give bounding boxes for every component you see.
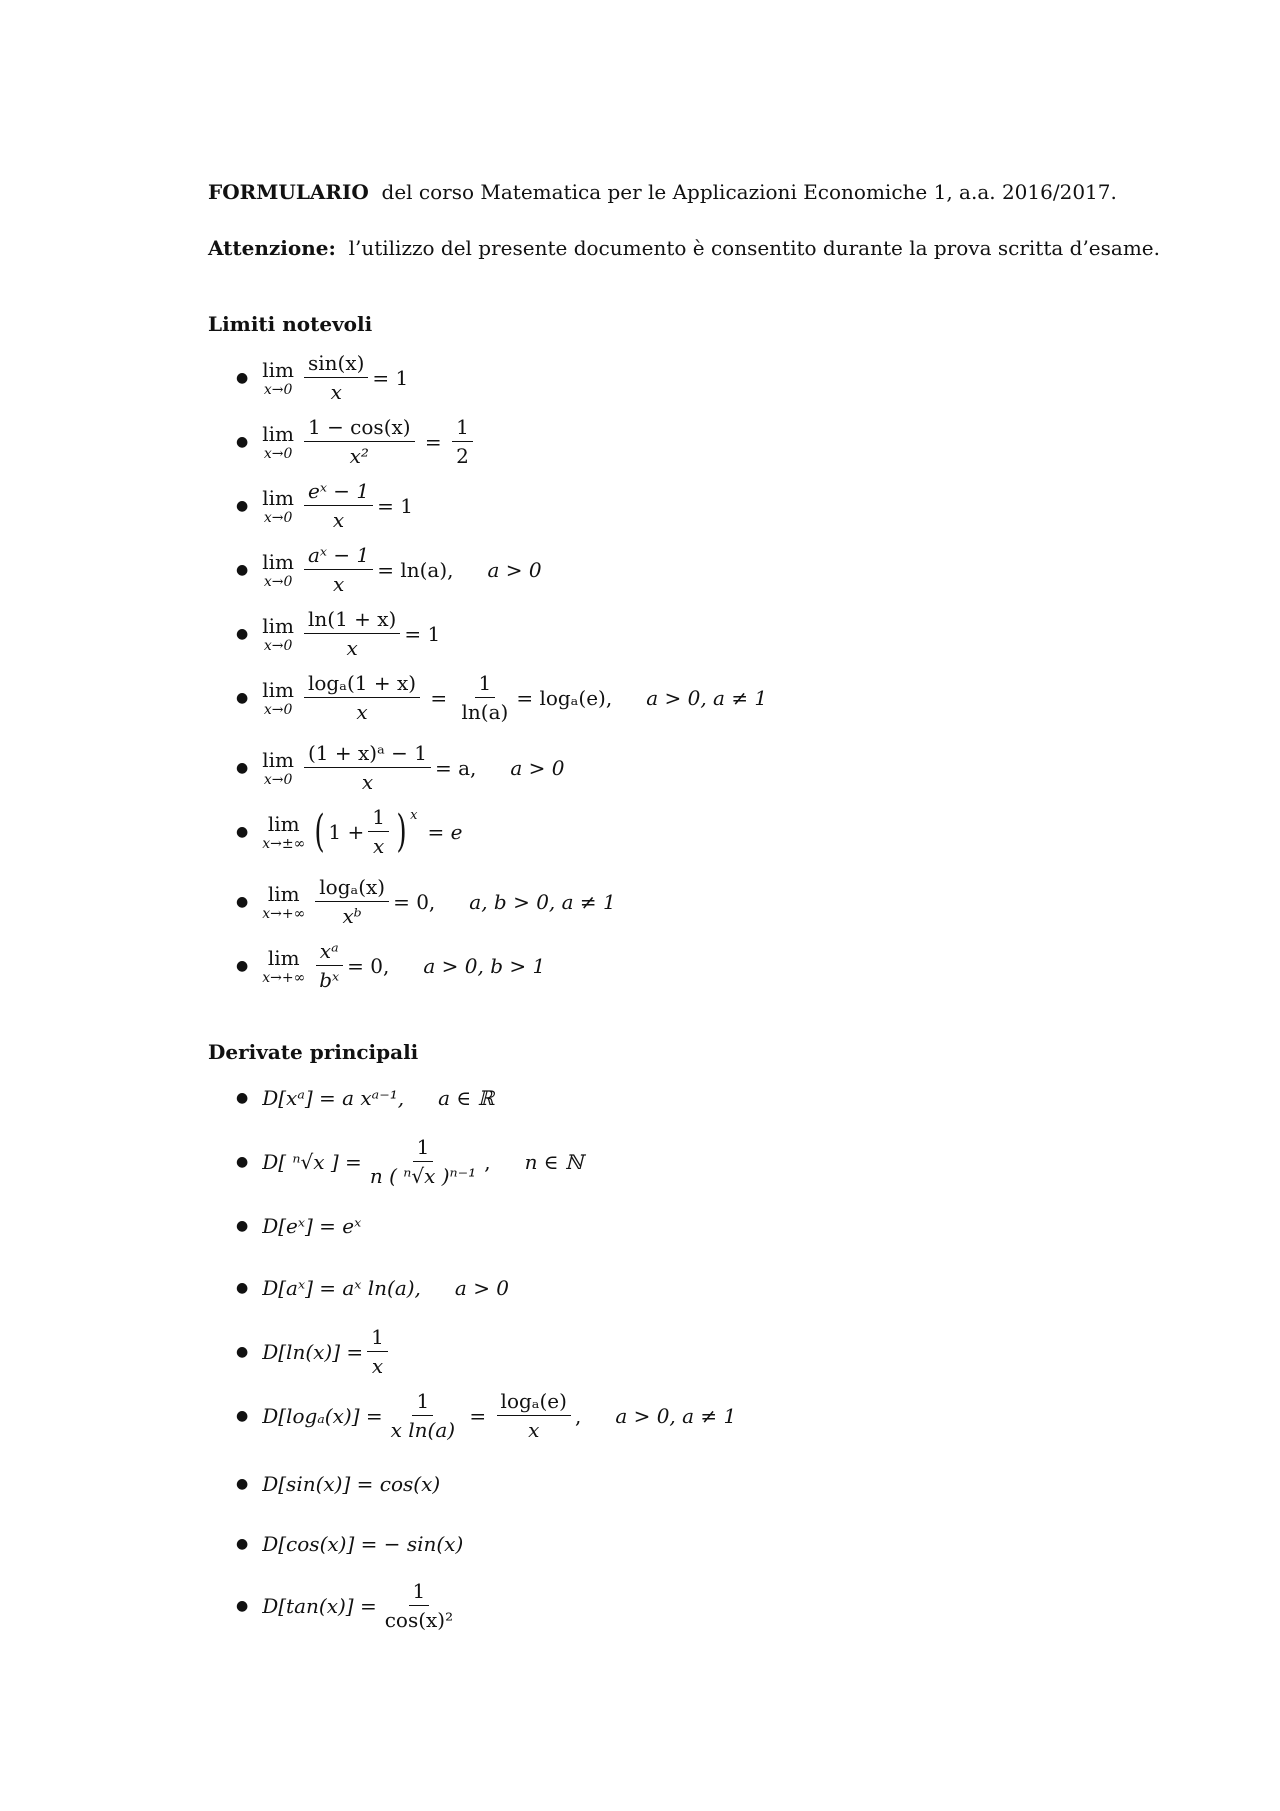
rhs: = a, xyxy=(434,755,477,780)
fraction-2: $\frac{\text{logₐ(e)}}{x}$ xyxy=(497,1390,571,1441)
bullet: ● xyxy=(236,1218,249,1234)
expression: D[ ⁿ√x ] = xyxy=(262,1149,362,1174)
lim-operator: lim x→0 xyxy=(262,486,294,526)
limit-item xyxy=(236,940,545,991)
bullet: ● xyxy=(236,1597,249,1614)
limit-item: ● lim x→0 $\frac{1 - \cos(x)}{\text{x²}}$ = $\frac{1}{2}$ xyxy=(236,416,477,467)
expression: D[cos(x)] = − sin(x) xyxy=(262,1532,464,1556)
bullet: ● xyxy=(236,1280,249,1296)
fraction: $\frac{1}{\text{n ( ⁿ√x )ⁿ⁻¹}}$ xyxy=(369,1135,477,1188)
bullet: ● xyxy=(236,689,249,706)
bullet: ● xyxy=(236,1343,249,1360)
condition: a > 0 xyxy=(454,1276,510,1300)
bullet: ● xyxy=(236,957,249,974)
notice-bold: Attenzione: xyxy=(208,236,336,260)
title-rest: del corso Matematica per le Applicazioni Economiche 1, a.a. 2016/2017. xyxy=(381,180,1117,204)
bullet: ● xyxy=(236,1476,249,1492)
derivative-item xyxy=(236,1086,494,1110)
section-title-derivatives: Derivate principali xyxy=(208,1040,419,1064)
bullet: ● xyxy=(236,1153,249,1170)
rhs: = ln(a), xyxy=(377,557,454,582)
lim-operator: lim x→0 xyxy=(262,748,294,788)
limit-item: ● lim x→0 $\frac{\text{logₐ(1 + x)}}{x}$ = $\frac{1}{\ln(a)}$ = logₐ(e), a > 0, a ≠ 1 xyxy=(236,671,768,724)
lim-operator: lim x→0 xyxy=(262,678,294,718)
limit-item xyxy=(236,352,408,403)
derivative-item xyxy=(236,1532,463,1556)
bullet: ● xyxy=(236,1536,249,1552)
fraction: $\frac{\text{eˣ − 1}}{x}$ xyxy=(304,480,373,531)
exponent: x xyxy=(410,808,418,823)
expression: D[ln(x)] = xyxy=(262,1339,364,1364)
condition: a > 0 xyxy=(487,557,542,582)
expression: D[aˣ] = aˣ ln(a), xyxy=(262,1276,421,1300)
fraction: $\frac{\text{(1 + x)ᵃ − 1}}{x}$ xyxy=(304,742,431,793)
condition: a > 0, a ≠ 1 xyxy=(615,1403,737,1428)
rhs: = 0, xyxy=(347,953,390,978)
derivative-item xyxy=(236,1276,509,1300)
left-paren: ( xyxy=(314,805,325,857)
fraction: $\frac{1}{\text{x ln(a)}}$ xyxy=(390,1389,456,1442)
rhs: = e xyxy=(427,819,463,844)
expression: D[tan(x)] = xyxy=(262,1593,377,1618)
document-title xyxy=(208,180,1117,204)
expression: D[logₐ(x)] = xyxy=(262,1403,383,1428)
fraction: $\frac{1 - \cos(x)}{\text{x²}}$ xyxy=(304,416,415,467)
derivative-item: ● D[ ⁿ√x ] = $\frac{1}{\text{n ( ⁿ√x )ⁿ⁻¹}}$ , n ∈ ℕ xyxy=(236,1135,584,1188)
condition: a, b > 0, a ≠ 1 xyxy=(469,889,616,914)
limit-item: ● lim x→±∞ ( 1 + $\frac{1}{x}$ ) $^x$ = e xyxy=(236,805,463,858)
expression: D[xᵃ] = a xᵃ⁻¹, xyxy=(262,1086,405,1110)
derivative-item xyxy=(236,1326,392,1377)
bullet: ● xyxy=(236,625,249,642)
fraction: $\frac{\text{logₐ(1 + x)}}{x}$ xyxy=(304,672,420,723)
lim-operator: lim x→±∞ xyxy=(262,812,306,852)
bullet: ● xyxy=(236,759,249,776)
fraction-mid: $\frac{1}{\ln(a)}$ xyxy=(461,671,509,724)
fraction: $\frac{1}{x}$ xyxy=(368,806,389,857)
limit-item xyxy=(236,480,413,531)
lim-operator: lim x→0 xyxy=(262,422,294,462)
limit-item xyxy=(236,608,440,659)
fraction-rhs: $\frac{1}{2}$ xyxy=(452,416,473,467)
expression: D[eˣ] = eˣ xyxy=(262,1214,362,1238)
derivative-item xyxy=(236,1580,461,1631)
fraction: $\frac{\text{xᵃ}}{\text{bˣ}}$ xyxy=(315,940,343,991)
bullet: ● xyxy=(236,497,249,514)
bullet: ● xyxy=(236,1090,249,1106)
fraction: $\frac{\text{aˣ − 1}}{x}$ xyxy=(304,544,373,595)
bullet: ● xyxy=(236,1407,249,1424)
notice xyxy=(208,236,1160,260)
rhs: = logₐ(e), xyxy=(516,685,613,710)
limit-item xyxy=(236,876,616,927)
bullet: ● xyxy=(236,369,249,386)
condition: a > 0 xyxy=(510,755,565,780)
fraction: $\frac{\sin(x)}{x}$ xyxy=(304,352,368,403)
lim-operator: lim x→0 xyxy=(262,550,294,590)
lim-operator: lim x→+∞ xyxy=(262,882,306,922)
limit-item xyxy=(236,742,565,793)
right-paren: ) xyxy=(396,805,407,857)
expression: D[sin(x)] = cos(x) xyxy=(262,1472,441,1496)
title-bold: FORMULARIO xyxy=(208,180,369,204)
section-title-limits: Limiti notevoli xyxy=(208,312,373,336)
derivative-item: ● D[logₐ(x)] = $\frac{1}{\text{x ln(a)}}$ = $\frac{\text{logₐ(e)}}{x}$ , a > 0, a ≠ 1 xyxy=(236,1389,737,1442)
rhs: = 1 xyxy=(404,621,441,646)
rhs: = 0, xyxy=(393,889,436,914)
rhs: = 1 xyxy=(377,493,413,518)
condition: n ∈ ℕ xyxy=(524,1149,584,1174)
bullet: ● xyxy=(236,893,249,910)
lim-operator: lim x→+∞ xyxy=(262,946,306,986)
condition: a > 0, a ≠ 1 xyxy=(646,685,768,710)
condition: a > 0, b > 1 xyxy=(423,953,546,978)
rhs: = 1 xyxy=(372,365,409,390)
fraction: $\frac{1}{\text{cos(x)²}}$ xyxy=(384,1579,454,1632)
notice-rest: l’utilizzo del presente documento è consentito durante la prova scritta d’esame. xyxy=(348,236,1160,260)
bullet: ● xyxy=(236,823,249,840)
condition: a ∈ ℝ xyxy=(438,1086,495,1110)
derivative-item xyxy=(236,1472,440,1496)
fraction: $\frac{1}{x}$ xyxy=(367,1326,388,1377)
bullet: ● xyxy=(236,561,249,578)
derivative-item xyxy=(236,1214,361,1238)
limit-item xyxy=(236,544,542,595)
fraction: $\frac{\ln(1 + x)}{x}$ xyxy=(304,608,400,659)
lim-operator: lim x→0 xyxy=(262,614,294,654)
bullet: ● xyxy=(236,433,249,450)
lim-operator: lim x→0 xyxy=(262,358,294,398)
fraction: $\frac{\text{logₐ(x)}}{\text{xᵇ}}$ xyxy=(315,876,389,927)
